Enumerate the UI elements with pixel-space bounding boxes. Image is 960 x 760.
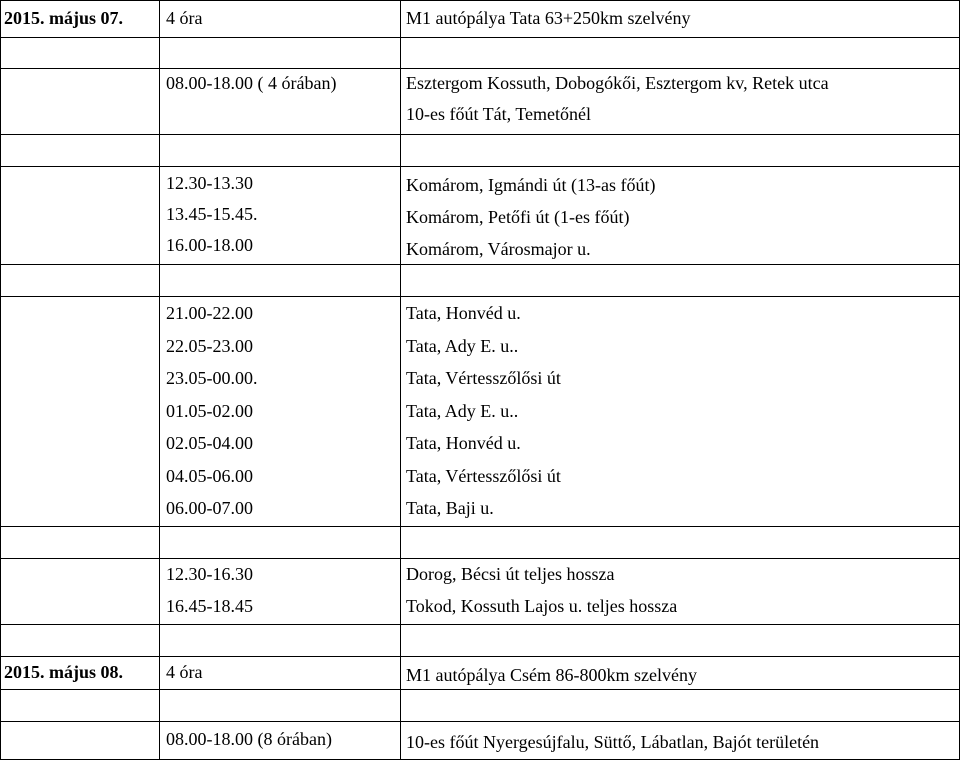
block-b-time: 13.45-15.45. bbox=[166, 204, 258, 224]
row-divider bbox=[0, 0, 960, 1]
row-divider bbox=[0, 624, 960, 625]
block-c-location: Tata, Baji u. bbox=[406, 498, 494, 518]
day1-date: 2015. május 07. bbox=[4, 8, 124, 28]
block-c-location: Tata, Honvéd u. bbox=[406, 303, 521, 323]
day2-location: M1 autópálya Csém 86-800km szelvény bbox=[406, 665, 697, 685]
block-a-time: 08.00-18.00 ( 4 órában) bbox=[166, 73, 337, 93]
day1-location: M1 autópálya Tata 63+250km szelvény bbox=[406, 8, 691, 28]
row-divider bbox=[0, 526, 960, 527]
block-c-time: 22.05-23.00 bbox=[166, 336, 253, 356]
row-divider bbox=[0, 296, 960, 297]
block-c-time: 06.00-07.00 bbox=[166, 498, 253, 518]
block-a-location-2: 10-es főút Tát, Temetőnél bbox=[406, 104, 592, 124]
block-c-time: 01.05-02.00 bbox=[166, 401, 253, 421]
block-b-time: 12.30-13.30 bbox=[166, 173, 253, 193]
block-c-time: 02.05-04.00 bbox=[166, 433, 253, 453]
row-divider bbox=[0, 656, 960, 657]
column-divider bbox=[159, 0, 160, 760]
block-c-time: 04.05-06.00 bbox=[166, 466, 253, 486]
day1-duration: 4 óra bbox=[166, 8, 203, 28]
column-divider bbox=[0, 0, 1, 760]
block-a-location-1: Esztergom Kossuth, Dobogókői, Esztergom kv, Retek utca bbox=[406, 73, 829, 93]
block-d-location: Dorog, Bécsi út teljes hossza bbox=[406, 564, 615, 584]
row-divider bbox=[0, 264, 960, 265]
block-e-time: 08.00-18.00 (8 órában) bbox=[166, 729, 332, 749]
row-divider bbox=[0, 689, 960, 690]
block-d-time: 16.45-18.45 bbox=[166, 596, 253, 616]
block-c-location: Tata, Ady E. u.. bbox=[406, 401, 519, 421]
row-divider bbox=[0, 721, 960, 722]
day2-date: 2015. május 08. bbox=[4, 662, 124, 682]
block-c-location: Tata, Vértesszőlősi út bbox=[406, 368, 561, 388]
block-b-time: 16.00-18.00 bbox=[166, 235, 253, 255]
block-d-location: Tokod, Kossuth Lajos u. teljes hossza bbox=[406, 596, 678, 616]
block-e-location: 10-es főút Nyergesújfalu, Süttő, Lábatlan, Bajót területén bbox=[406, 732, 820, 752]
block-d-time: 12.30-16.30 bbox=[166, 564, 253, 584]
block-c-location: Tata, Ady E. u.. bbox=[406, 336, 519, 356]
block-c-time: 21.00-22.00 bbox=[166, 303, 253, 323]
row-divider bbox=[0, 37, 960, 38]
day2-duration: 4 óra bbox=[166, 662, 203, 682]
row-divider bbox=[0, 558, 960, 559]
block-b-location: Komárom, Igmándi út (13-as főút) bbox=[406, 175, 656, 195]
column-divider bbox=[400, 0, 401, 760]
block-c-location: Tata, Honvéd u. bbox=[406, 433, 521, 453]
block-b-location: Komárom, Városmajor u. bbox=[406, 239, 591, 259]
row-divider bbox=[0, 134, 960, 135]
block-c-time: 23.05-00.00. bbox=[166, 368, 258, 388]
block-c-location: Tata, Vértesszőlősi út bbox=[406, 466, 561, 486]
row-divider bbox=[0, 68, 960, 69]
block-b-location: Komárom, Petőfi út (1-es főút) bbox=[406, 207, 630, 227]
row-divider bbox=[0, 166, 960, 167]
